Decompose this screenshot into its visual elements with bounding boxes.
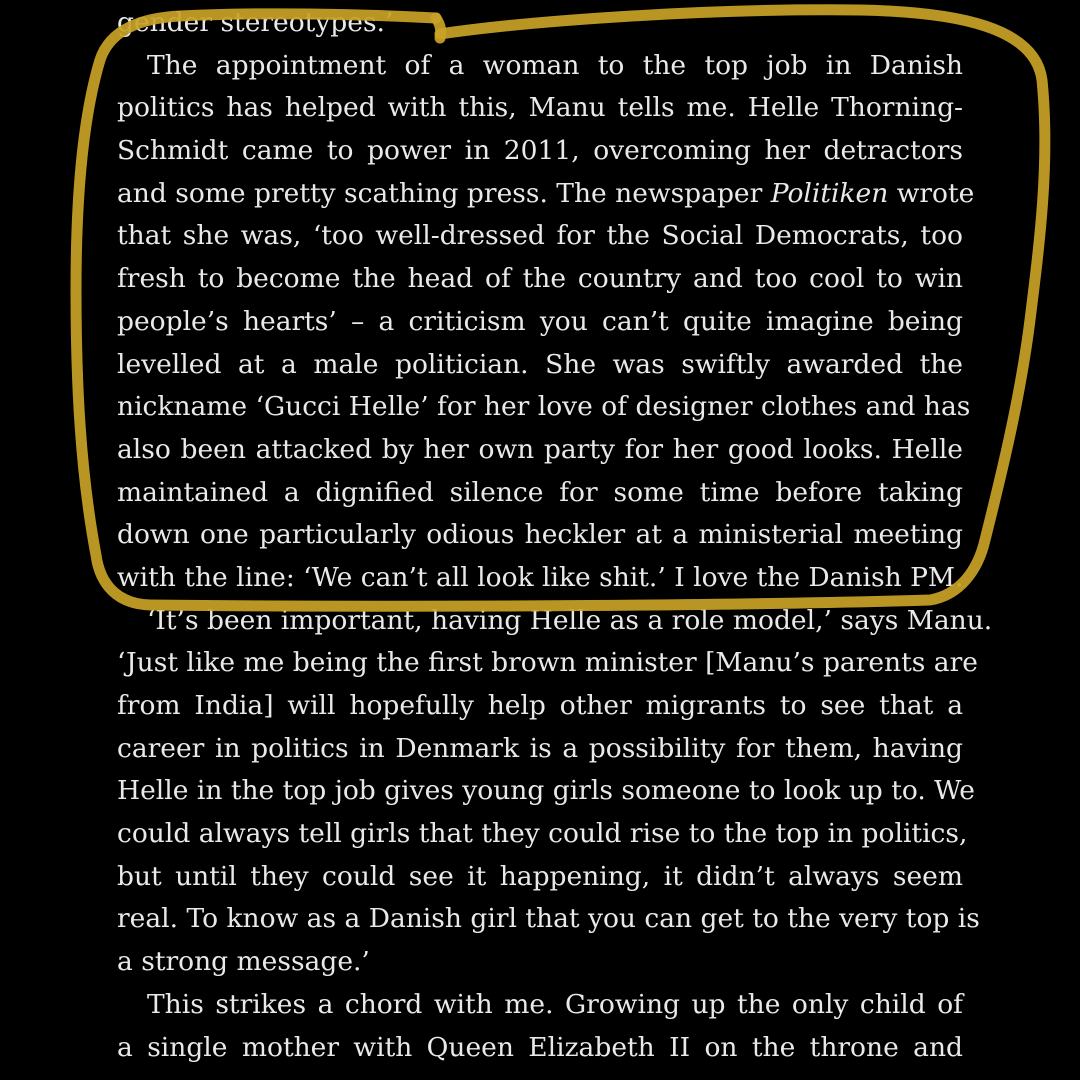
text-line: real. To know as a Danish girl that you can get to the very top is [117, 903, 980, 935]
italic-title: Politiken [770, 177, 889, 209]
text-line: The appointment of a woman to the top job in Danish [147, 49, 963, 81]
text-line: down one particularly odious heckler at a ministerial meeting [117, 519, 963, 551]
text-line: a strong message.’ [117, 946, 370, 978]
text-line: but until they could see it happening, it didn’t always seem [117, 860, 963, 892]
text-line: levelled at a male politician. She was swiftly awarded the [117, 348, 963, 380]
text-line: This strikes a chord with me. Growing up the only child of [147, 988, 963, 1020]
text-line: that she was, ‘too well-dressed for the Social Democrats, too [117, 220, 963, 252]
text-line: nickname ‘Gucci Helle’ for her love of designer clothes and has [117, 391, 971, 423]
text-line: fresh to become the head of the country and too cool to win [117, 263, 963, 295]
text-line: and some pretty scathing press. The newspaper Politiken wrote [117, 177, 975, 209]
text-line: also been attacked by her own party for her good looks. Helle [117, 433, 963, 465]
text-line: could always tell girls that they could rise to the top in politics, [117, 818, 968, 850]
text-line: a single mother with Queen Elizabeth II on the throne and [117, 1031, 963, 1063]
text-line: Schmidt came to power in 2011, overcoming her detractors [117, 135, 963, 167]
text-line: gender stereotypes.’ [117, 7, 394, 38]
text-line: politics has helped with this, Manu tells me. Helle Thorning- [117, 92, 963, 124]
page-text [117, 2, 993, 1069]
text-line: career in politics in Denmark is a possibility for them, having [117, 732, 963, 764]
text-line: from India] will hopefully help other migrants to see that a [117, 690, 963, 721]
text-line: ‘It’s been important, having Helle as a role model,’ says Manu. [147, 604, 993, 636]
text-line: people’s hearts’ – a criticism you can’t quite imagine being [117, 305, 963, 337]
text-line: maintained a dignified silence for some time before taking [117, 476, 963, 508]
text-line: with the line: ‘We can’t all look like shit.’ I love the Danish PM. [117, 561, 964, 593]
text-line: ‘Just like me being the first brown minister [Manu’s parents are [117, 647, 978, 679]
text-line: Helle in the top job gives young girls someone to look up to. We [117, 775, 975, 807]
